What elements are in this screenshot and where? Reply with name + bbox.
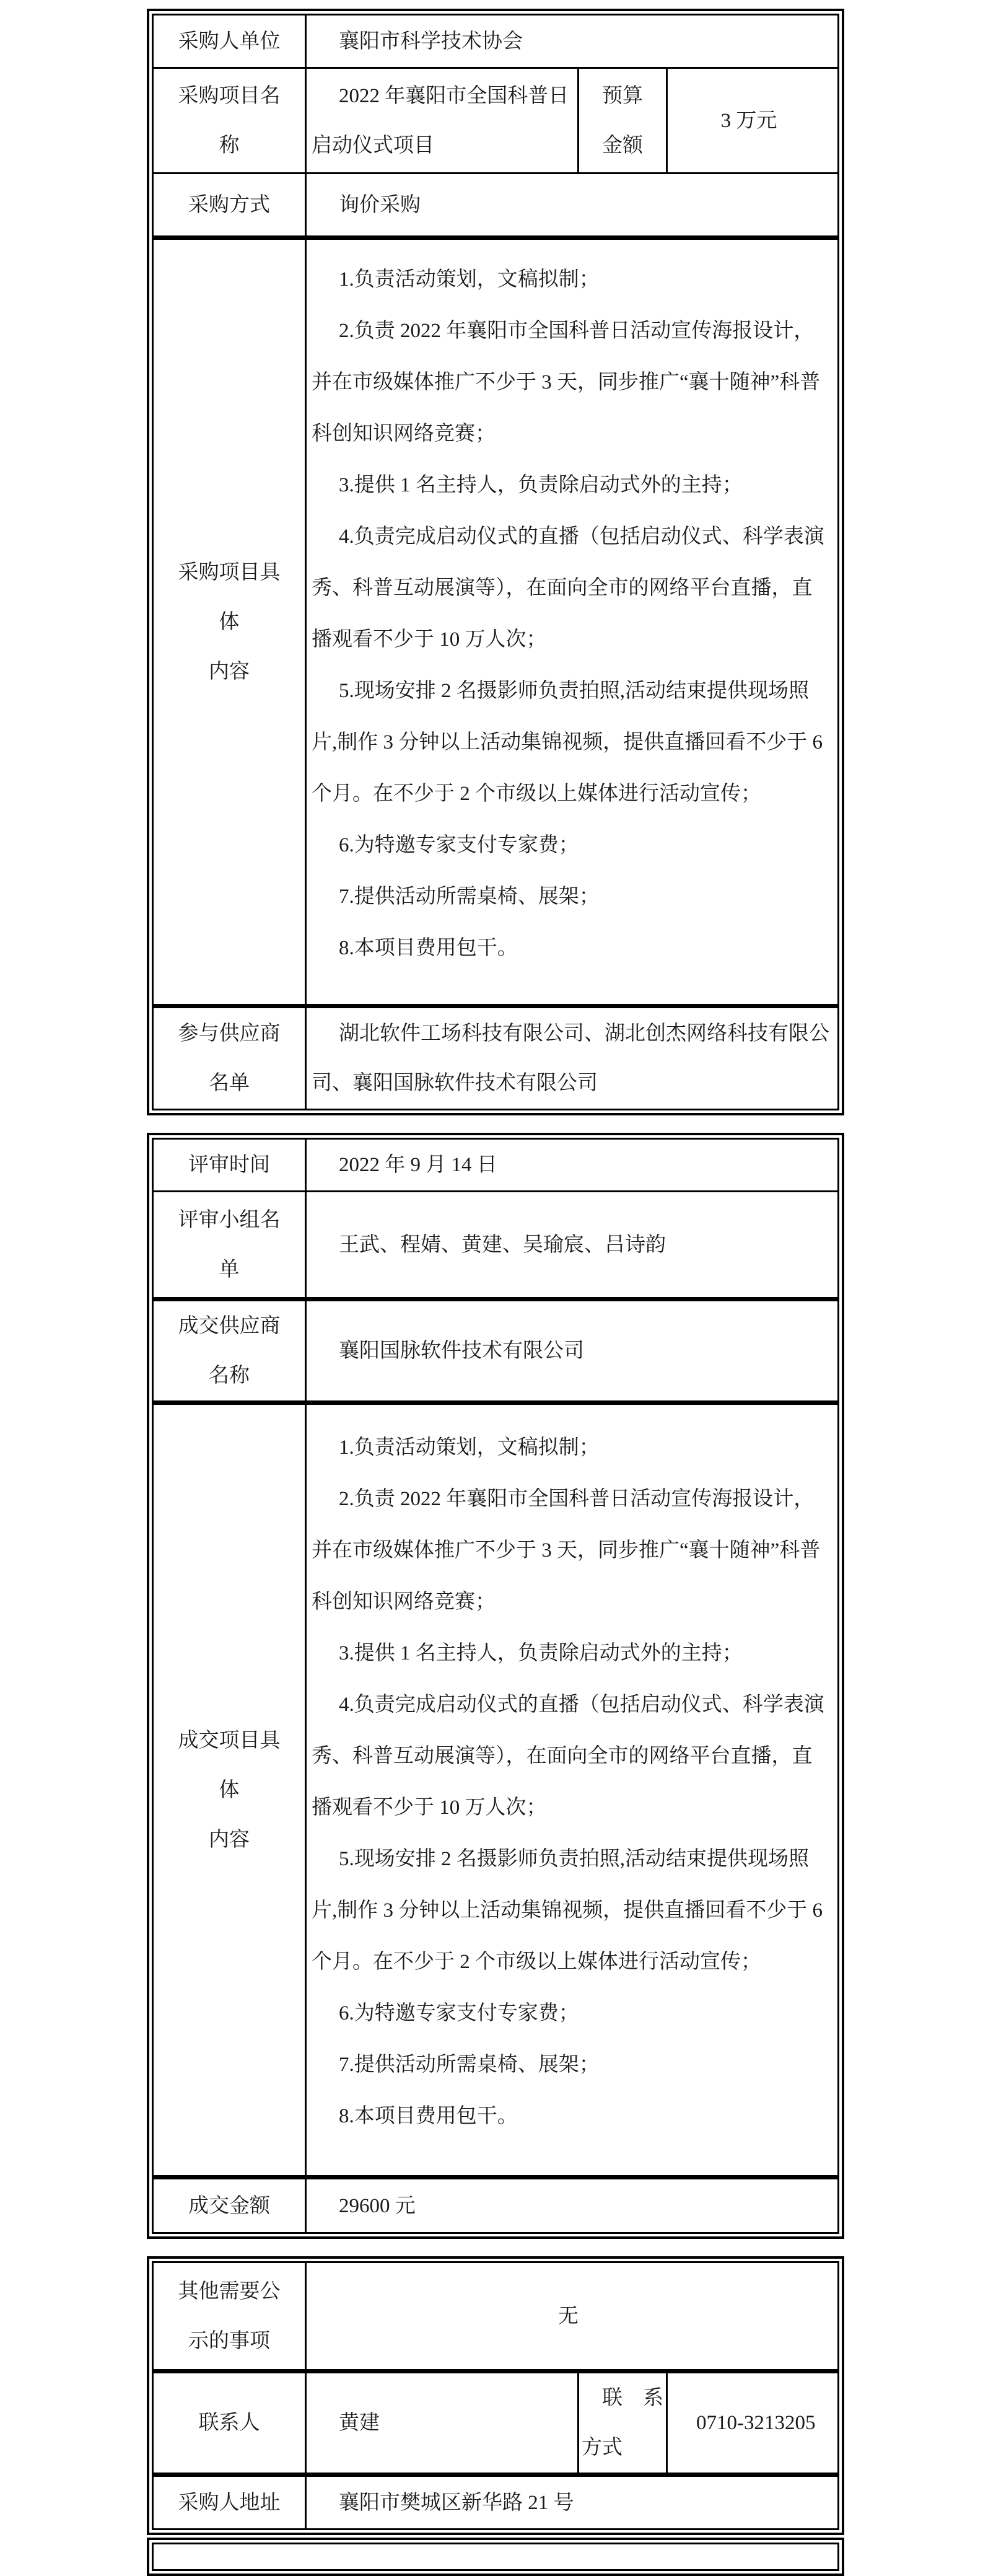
detail-item: 3.提供 1 名主持人，负责除启动式外的主持； — [339, 473, 743, 496]
contact-method-label-line1: 联 系 — [602, 2387, 663, 2409]
deal-amount-text: 29600 元 — [339, 2194, 416, 2217]
winning-supplier-text: 襄阳国脉软件技术有限公司 — [339, 1340, 584, 1362]
budget-label — [579, 68, 667, 174]
row-project-name — [153, 68, 839, 174]
detail-item: 7.提供活动所需桌椅、展架； — [339, 2053, 600, 2076]
contact-person-label: 联系人 — [153, 2372, 306, 2475]
row-winning-supplier — [153, 1299, 839, 1403]
participating-suppliers-label-line2: 名单 — [209, 1072, 250, 1094]
review-time-label: 评审时间 — [153, 1139, 306, 1192]
winning-supplier-value — [306, 1299, 839, 1403]
purchaser-address-label: 采购人地址 — [153, 2475, 306, 2530]
project-name-label — [153, 68, 306, 174]
review-result-table-frame — [147, 1133, 844, 2239]
row-purchase-detail — [153, 238, 839, 1006]
project-name-label-line2: 称 — [219, 134, 240, 157]
detail-item: 4.负责完成启动仪式的直播（包括启动仪式、科学表演秀、科普互动展演等），在面向全市的网络平台直播，直播观看不少于 10 万人次； — [312, 1693, 824, 1819]
review-team-label-line2: 单 — [219, 1258, 240, 1281]
participating-suppliers-label — [153, 1006, 306, 1110]
deal-detail-content — [306, 1403, 839, 2178]
purchaser-value — [306, 15, 839, 68]
purchaser-label: 采购人单位 — [153, 15, 306, 68]
detail-item: 1.负责活动策划，文稿拟制； — [339, 1436, 600, 1459]
review-team-text: 王武、程婧、黄建、吴瑜宸、吕诗韵 — [339, 1233, 666, 1256]
purchaser-address-text: 襄阳市樊城区新华路 21 号 — [339, 2491, 574, 2514]
other-matters-label — [153, 2262, 306, 2372]
deal-amount-value — [306, 2178, 839, 2233]
purchase-detail-label-line2: 体 — [219, 610, 240, 633]
purchase-method-text: 询价采购 — [339, 193, 421, 216]
empty-bottom-strip — [152, 2543, 839, 2571]
purchase-detail-label — [153, 238, 306, 1006]
row-purchaser — [153, 15, 839, 68]
participating-suppliers-value — [306, 1006, 839, 1110]
other-matters-label-line1: 其他需要公 — [178, 2280, 281, 2303]
purchaser-value-text: 襄阳市科学技术协会 — [339, 30, 523, 53]
deal-detail-label-line1: 成交项目具 — [178, 1729, 281, 1752]
contact-person-text: 黄建 — [339, 2412, 380, 2434]
deal-detail-label-line2: 体 — [219, 1778, 240, 1801]
participating-suppliers-text: 湖北软件工场科技有限公司、湖北创杰网络科技有限公司、襄阳国脉软件技术有限公司 — [312, 1022, 829, 1094]
detail-item: 2.负责 2022 年襄阳市全国科普日活动宣传海报设计，并在市级媒体推广不少于 3 天，同步推广“襄十随神”科普科创知识网络竞赛； — [312, 319, 821, 445]
row-participating-suppliers — [153, 1006, 839, 1110]
row-contact — [153, 2372, 839, 2475]
purchase-method-value — [306, 174, 839, 238]
purchaser-address-value — [306, 2475, 839, 2530]
other-matters-value: 无 — [306, 2262, 839, 2372]
row-purchaser-address — [153, 2475, 839, 2530]
detail-item: 2.负责 2022 年襄阳市全国科普日活动宣传海报设计，并在市级媒体推广不少于 3 天，同步推广“襄十随神”科普科创知识网络竞赛； — [312, 1487, 821, 1613]
deal-detail-label — [153, 1403, 306, 2178]
budget-label-line1: 预算 — [602, 84, 643, 107]
empty-cell — [153, 2544, 839, 2570]
purchase-detail-label-line1: 采购项目具 — [178, 561, 281, 584]
purchase-method-label: 采购方式 — [153, 174, 306, 238]
winning-supplier-label-line1: 成交供应商 — [178, 1315, 281, 1337]
detail-item: 1.负责活动策划，文稿拟制； — [339, 268, 600, 291]
review-result-table — [152, 1138, 839, 2234]
participating-suppliers-label-line1: 参与供应商 — [178, 1022, 281, 1045]
detail-item: 4.负责完成启动仪式的直播（包括启动仪式、科学表演秀、科普互动展演等），在面向全市的网络平台直播，直播观看不少于 10 万人次； — [312, 525, 824, 651]
row-review-time — [153, 1139, 839, 1192]
row-deal-detail — [153, 1403, 839, 2178]
contact-method-label — [579, 2372, 667, 2475]
other-info-table-frame — [147, 2256, 844, 2535]
detail-item: 8.本项目费用包干。 — [339, 936, 518, 959]
detail-item: 5.现场安排 2 名摄影师负责拍照,活动结束提供现场照片,制作 3 分钟以上活动集锦视频，提供直播回看不少于 6 个月。在不少于 2 个市级以上媒体进行活动宣传； — [312, 1847, 823, 1973]
project-name-label-line1: 采购项目名 — [178, 84, 281, 107]
deal-amount-label: 成交金额 — [153, 2178, 306, 2233]
budget-value: 3 万元 — [667, 68, 839, 174]
other-matters-label-line2: 示的事项 — [188, 2329, 270, 2352]
budget-label-line2: 金额 — [602, 134, 643, 157]
project-name-value — [306, 68, 579, 174]
deal-detail-label-line3: 内容 — [209, 1828, 250, 1851]
empty-row — [153, 2544, 839, 2570]
purchase-info-table — [152, 14, 839, 1110]
review-team-label-line1: 评审小组名 — [178, 1208, 281, 1231]
empty-bottom-strip-frame — [147, 2538, 844, 2576]
contact-phone-value: 0710-3213205 — [667, 2372, 839, 2475]
winning-supplier-label — [153, 1299, 306, 1403]
row-other-matters — [153, 2262, 839, 2372]
row-purchase-method — [153, 174, 839, 238]
purchase-info-table-frame — [147, 9, 844, 1115]
purchase-detail-content — [306, 238, 839, 1006]
row-review-team — [153, 1192, 839, 1299]
detail-item: 7.提供活动所需桌椅、展架； — [339, 885, 600, 908]
purchase-detail-label-line3: 内容 — [209, 660, 250, 683]
winning-supplier-label-line2: 名称 — [209, 1365, 250, 1387]
project-name-text: 2022 年襄阳市全国科普日启动仪式项目 — [312, 84, 569, 157]
detail-item: 5.现场安排 2 名摄影师负责拍照,活动结束提供现场照片,制作 3 分钟以上活动集锦视频，提供直播回看不少于 6 个月。在不少于 2 个市级以上媒体进行活动宣传； — [312, 679, 823, 805]
review-time-value — [306, 1139, 839, 1192]
review-team-label — [153, 1192, 306, 1299]
detail-item: 6.为特邀专家支付专家费； — [339, 833, 579, 856]
detail-item: 3.提供 1 名主持人，负责除启动式外的主持； — [339, 1642, 743, 1664]
contact-person-value — [306, 2372, 579, 2475]
contact-method-label-line2: 方式 — [582, 2437, 623, 2459]
detail-item: 6.为特邀专家支付专家费； — [339, 2002, 579, 2024]
detail-item: 8.本项目费用包干。 — [339, 2104, 518, 2127]
other-info-table — [152, 2261, 839, 2530]
review-time-text: 2022 年 9 月 14 日 — [339, 1154, 497, 1176]
row-deal-amount — [153, 2178, 839, 2233]
review-team-value — [306, 1192, 839, 1299]
